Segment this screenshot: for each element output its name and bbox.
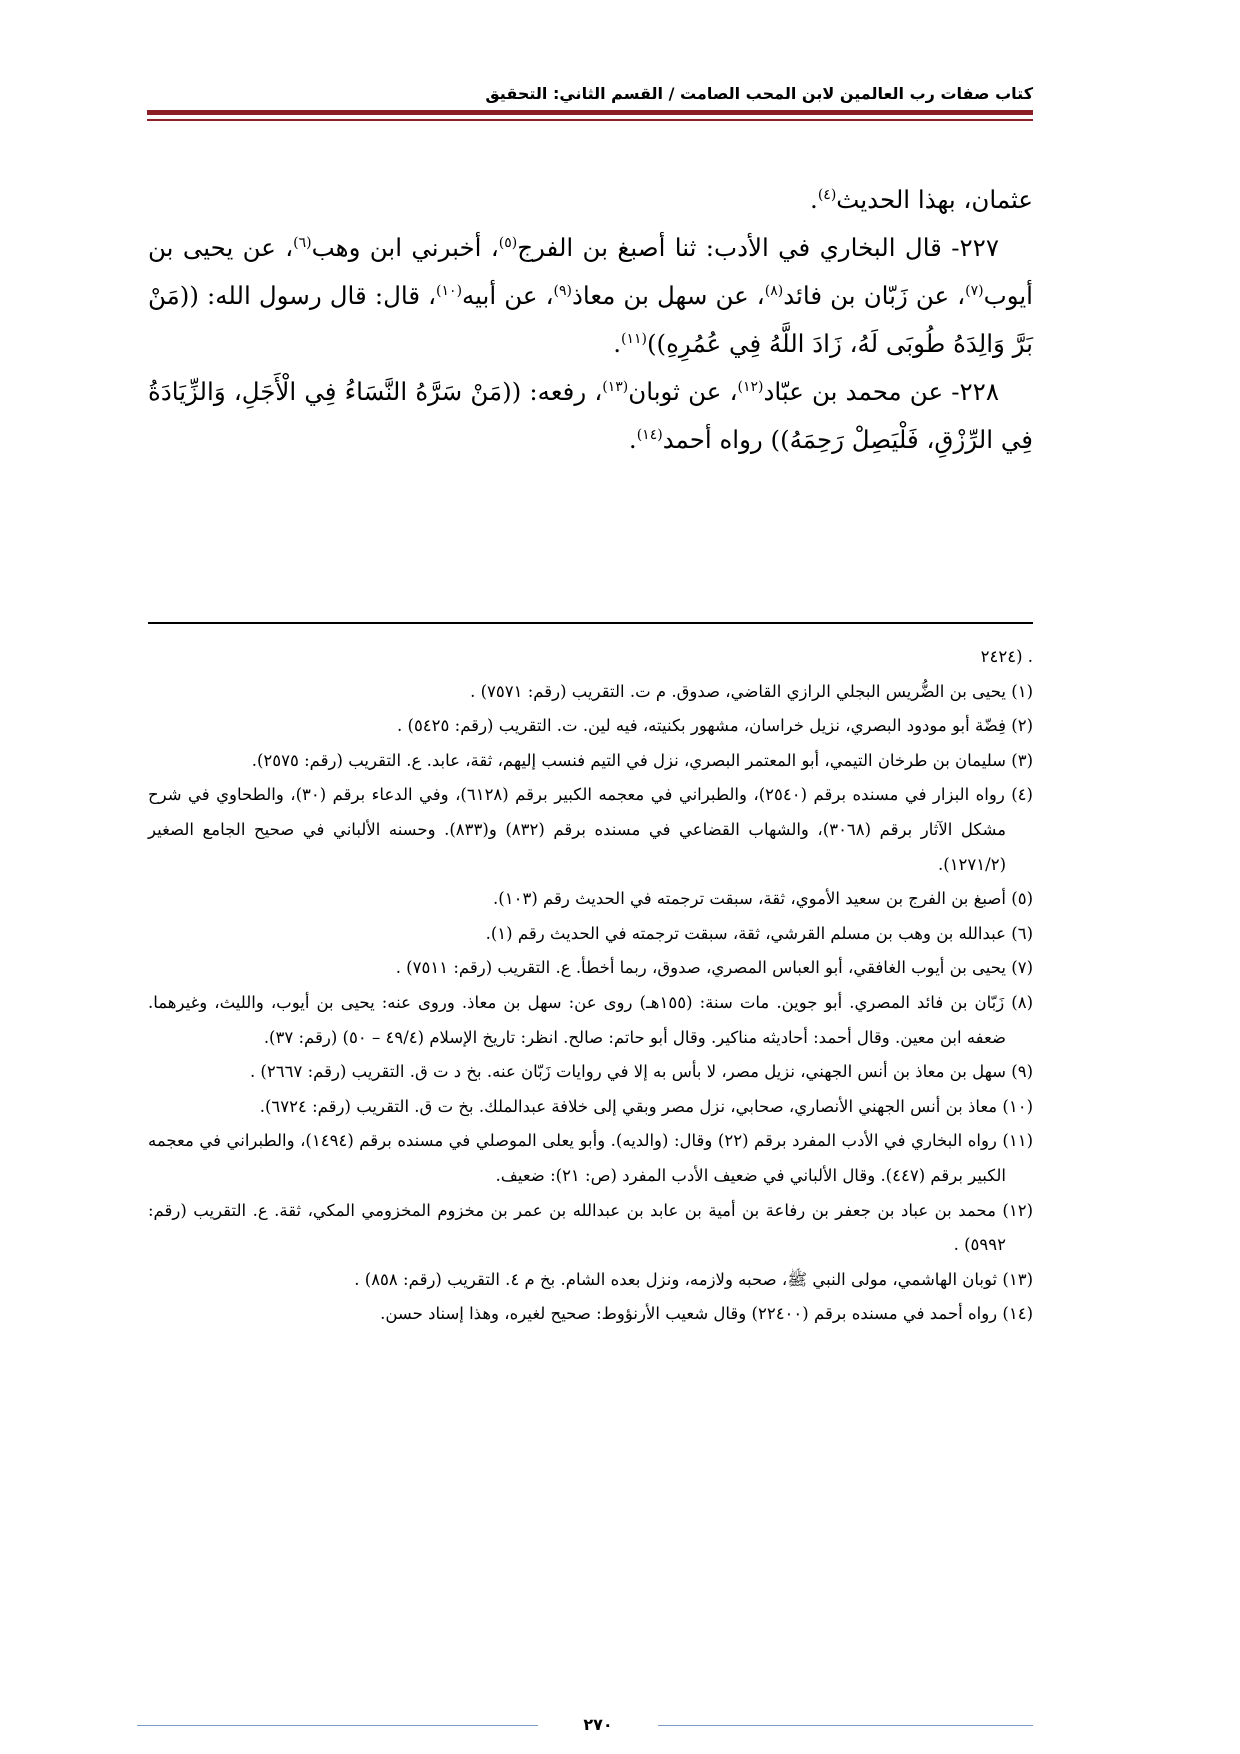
hadith-text: ، عن زَبّان بن فائد xyxy=(783,281,966,310)
hadith-text: ، عن سهل بن معاذ xyxy=(572,281,765,310)
footnote-12: (١٢) محمد بن عباد بن جعفر بن رفاعة بن أمية بن عابد بن عبدالله بن عمر بن مخزوم المخزومي المكي، ثقة. ع. التقريب (رقم: ٥٩٩٢) . xyxy=(148,1200,1033,1255)
footnote-ref[interactable]: (١٢) xyxy=(737,378,764,395)
footnote-ref[interactable]: (٨) xyxy=(764,282,784,299)
footnote-8: (٨) زَبّان بن فائد المصري. أبو جوين. مات سنة: (١٥٥هـ) روى عن: سهل بن معاذ. وروى عنه: يحيى بن أيوب، والليث، وغيرهما. ضعفه ابن معين. وقال أحمد: أحاديثه مناكير. وقال أبو حاتم: صالح. انظر: تاريخ الإسلام (٤٩/٤ – ٥٠) (رقم: ٣٧). xyxy=(148,992,1034,1047)
hadith-text: ٢٢٨- عن محمد بن عبّاد xyxy=(763,377,999,406)
footnote-ref[interactable]: (٤) xyxy=(817,186,837,203)
footnote-3: (٣) سليمان بن طرخان التيمي، أبو المعتمر البصري، نزل في التيم فنسب إليهم، ثقة، عابد. ع. التقريب (رقم: ٢٥٧٥). xyxy=(251,750,1033,770)
hadith-text: ، عن ثوبان xyxy=(628,377,738,406)
hadith-text: . xyxy=(628,425,637,454)
footnote-continuation: . (٢٤٢٤ xyxy=(980,647,1033,666)
footnote-4: (٤) رواه البزار في مسنده برقم (٢٥٤٠)، والطبراني في معجمه الكبير برقم (٦١٢٨)، وفي الدعاء برقم (٣٠)، والطحاوي في شرح مشكل الآثار برقم (٣٠٦٨)، والشهاب القضاعي في مسنده برقم (٨٣٢) و(٨٣٣). وحسنه الألباني في صحيح الجامع الصغير (١٢٧١/٢). xyxy=(148,785,1033,874)
hadith-228 xyxy=(148,368,1033,464)
footnote-9: (٩) سهل بن معاذ بن أنس الجهني، نزيل مصر، لا بأس به إلا في روايات زَبّان عنه. بخ د ت ق. التقريب (رقم: ٢٦٦٧) . xyxy=(249,1062,1033,1082)
footnotes xyxy=(148,640,1033,1332)
footnote-ref[interactable]: (٦) xyxy=(293,234,312,251)
hadith-227 xyxy=(148,224,1033,368)
header-rule-thick xyxy=(147,110,1033,115)
footnote-14: (١٤) رواه أحمد في مسنده برقم (٢٢٤٠٠) وقال شعيب الأرنؤوط: صحيح لغيره، وهذا إسناد حسن. xyxy=(380,1304,1033,1324)
hadith-text: ، أخبرني ابن وهب xyxy=(311,233,499,262)
main-text xyxy=(148,176,1033,464)
footnote-13: (١٣) ثوبان الهاشمي، مولى النبي ﷺ، صحبه ولازمه، ونزل بعده الشام. بخ م ٤. التقريب (رقم: ٨٥٨) . xyxy=(354,1269,1033,1289)
header-rule-thin xyxy=(147,119,1033,121)
footnote-1: (١) يحيى بن الضُّريس البجلي الرازي القاضي، صدوق. م ت. التقريب (رقم: ٧٥٧١) . xyxy=(470,681,1033,701)
running-header-title: كتاب صفات رب العالمين لابن المحب الصامت / القسم الثاني: التحقيق xyxy=(485,84,1033,103)
footnote-ref[interactable]: (١١) xyxy=(621,330,647,347)
hadith-text: ٢٢٧- قال البخاري في الأدب: ثنا أصبغ بن الفرج xyxy=(517,233,999,262)
hadith-text: ، عن أبيه xyxy=(462,281,554,310)
page-number: ٢٧٠ xyxy=(538,1713,658,1737)
paragraph-text: عثمان، بهذا الحديث xyxy=(836,185,1033,214)
paragraph-continuation xyxy=(148,176,1033,224)
footnote-ref[interactable]: (١٤) xyxy=(636,426,663,443)
footnote-ref[interactable]: (٥) xyxy=(498,234,518,251)
footnote-6: (٦) عبدالله بن وهب بن مسلم القرشي، ثقة، سبقت ترجمته في الحديث رقم (١). xyxy=(485,923,1033,943)
footnote-ref[interactable]: (١٠) xyxy=(436,282,463,299)
footnote-ref[interactable]: (١٣) xyxy=(602,378,629,395)
footnote-11: (١١) رواه البخاري في الأدب المفرد برقم (٢٢) وقال: (والديه). وأبو يعلى الموصلي في مسنده برقم (١٤٩٤)، والطبراني في معجمه الكبير برقم (٤٤٧). وقال الألباني في ضعيف الأدب المفرد (ص: ٢١): ضعيف. xyxy=(148,1131,1033,1185)
paragraph-text: . xyxy=(810,185,818,214)
footnote-5: (٥) أصبغ بن الفرج بن سعيد الأموي، ثقة، سبقت ترجمته في الحديث رقم (١٠٣). xyxy=(493,889,1033,909)
hadith-text: ، قال: قال رسول الله: ((مَنْ بَرَّ وَالِدَهُ طُوبَى لَهُ، زَادَ اللَّهُ فِي عُمُرِهِ)) xyxy=(148,281,1033,358)
hadith-text: ، رفعه: ((مَنْ سَرَّهُ النَّسَاءُ فِي الْأَجَلِ، وَالزِّيَادَةُ فِي الرِّزْقِ، فَلْيَصِلْ رَحِمَهُ)) رواه أحمد xyxy=(148,377,1033,454)
footnote-separator xyxy=(148,622,1033,624)
footnote-2: (٢) فِضّة أبو مودود البصري، نزيل خراسان، مشهور بكنيته، فيه لين. ت. التقريب (رقم: ٥٤٢٥) . xyxy=(397,716,1033,736)
footnote-ref[interactable]: (٧) xyxy=(965,282,984,299)
footnote-10: (١٠) معاذ بن أنس الجهني الأنصاري، صحابي، نزل مصر وبقي إلى خلافة عبدالملك. بخ ت ق. التقريب (رقم: ٦٧٢٤). xyxy=(259,1096,1033,1116)
hadith-text: . xyxy=(613,329,621,358)
footnote-ref[interactable]: (٩) xyxy=(553,282,573,299)
footnote-7: (٧) يحيى بن أيوب الغافقي، أبو العباس المصري، صدوق، ربما أخطأ. ع. التقريب (رقم: ٧٥١١) . xyxy=(395,958,1033,978)
hadith-text: ، عن يحيى بن أيوب xyxy=(148,233,1033,310)
